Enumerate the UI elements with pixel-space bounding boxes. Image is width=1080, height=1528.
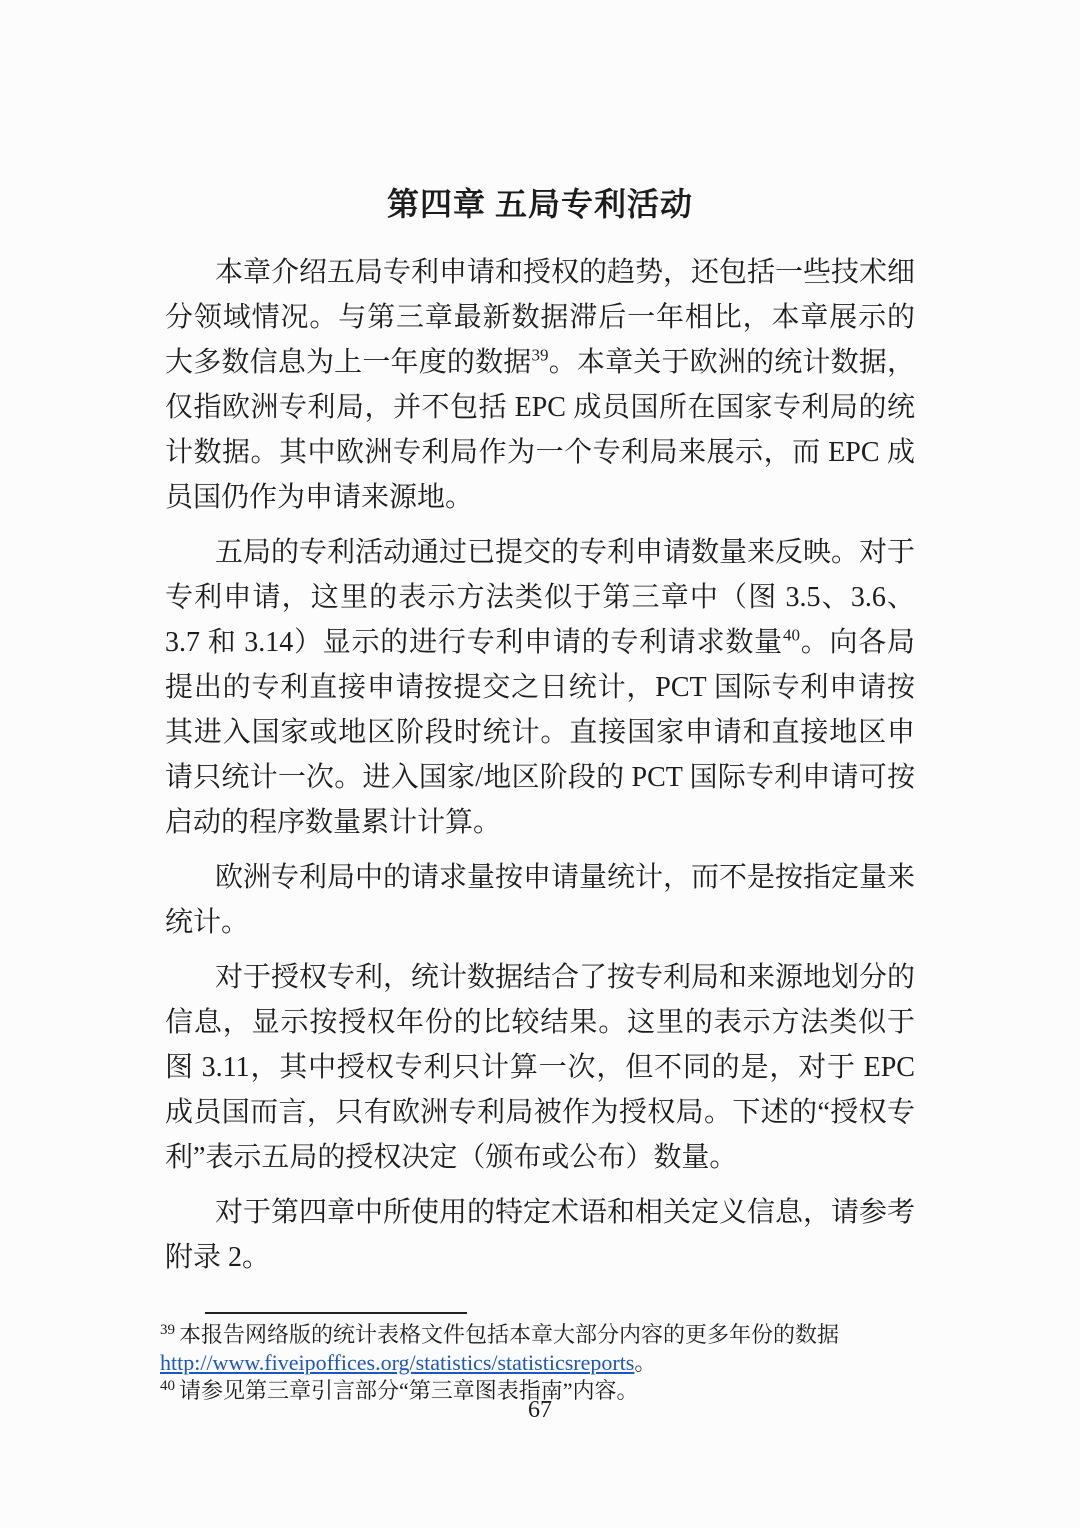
paragraph-1 — [165, 250, 915, 520]
footnote-39-link[interactable]: http://www.fiveipoffices.org/statistics/statisticsreports — [160, 1350, 635, 1375]
chapter-title: 第四章 五局专利活动 — [386, 186, 693, 222]
footnote-39-text: 本报告网络版的统计表格文件包括本章大部分内容的更多年份的数据 — [179, 1322, 840, 1347]
footnote-39-marker: 39 — [160, 1321, 175, 1338]
footnote-39-link-line — [160, 1349, 920, 1377]
footnote-separator — [205, 1312, 467, 1314]
paragraph-2 — [165, 530, 915, 845]
paragraph-2-text-cont: 。向各局提出的专利直接申请按提交之日统计，PCT 国际专利申请按其进入国家或地区阶段时统计。直接国家申请和直接地区申请只统计一次。进入国家/地区阶段的 PCT 国际专利申请可按启动的程序数量累计计算。 — [165, 627, 915, 838]
page-content — [165, 0, 915, 1290]
paragraph-1-text: 本章介绍五局专利申请和授权的趋势，还包括一些技术细分领域情况。与第三章最新数据滞后一年相比，本章展示的大多数信息为上一年度的数据 — [165, 257, 916, 378]
footnote-40-text: 请参见第三章引言部分“第三章图表指南”内容。 — [179, 1378, 639, 1403]
paragraph-5: 对于第四章中所使用的特定术语和相关定义信息，请参考附录 2。 — [165, 1197, 916, 1273]
page-number: 67 — [528, 1397, 552, 1423]
footnote-39-link-suffix: 。 — [634, 1350, 657, 1375]
footnote-ref-40: 40 — [782, 625, 800, 645]
body-text — [165, 250, 915, 1280]
footnotes-section — [160, 1312, 920, 1405]
paragraph-1-text-cont: 。本章关于欧洲的统计数据，仅指欧洲专利局，并不包括 EPC 成员国所在国家专利局的统计数据。其中欧洲专利局作为一个专利局来展示，而 EPC 成员国仍作为申请来源地。 — [165, 347, 915, 513]
paragraph-4: 对于授权专利，统计数据结合了按专利局和来源地划分的信息，显示按授权年份的比较结果。这里的表示方法类似于图 3.11，其中授权专利只计算一次，但不同的是，对于 EPC 成员国而言，只有欧洲专利局被作为授权局。下述的“授权专利”表示五局的授权决定（颁布或公布）数量。 — [165, 962, 916, 1173]
footnote-40-marker: 40 — [160, 1377, 175, 1394]
paragraph-2-text: 五局的专利活动通过已提交的专利申请数量来反映。对于专利申请，这里的表示方法类似于第三章中（图 3.5、3.6、3.7 和 3.14）显示的进行专利申请的专利请求数量 — [165, 537, 916, 658]
footnote-ref-39: 39 — [531, 345, 549, 365]
paragraph-3: 欧洲专利局中的请求量按申请量统计，而不是按指定量来统计。 — [165, 862, 916, 938]
footnote-39 — [160, 1321, 920, 1377]
